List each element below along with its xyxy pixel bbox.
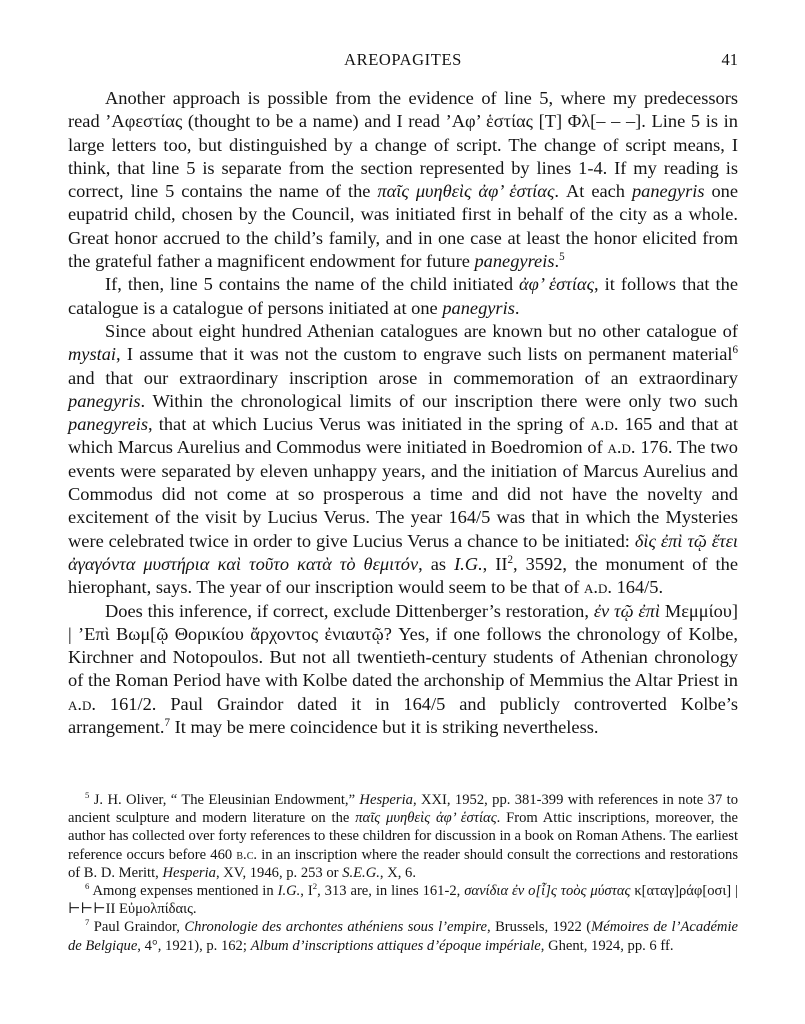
running-head [68,50,738,72]
small-caps-run: a.d. [68,693,96,714]
footnote-6 [68,882,738,918]
text-run: Does this inference, if correct, exclude Dittenberger’s restoration, [105,600,594,621]
text-run: , it follows that the catalogue is a catalogue of persons initiated at one [68,274,738,318]
text-run: , that at which Lucius Verus was initiated in the spring of [148,414,591,435]
text-run: , I assume that it was not the custom to engrave such lists on permanent material [116,344,733,365]
footnote-ref: 7 [164,716,171,729]
paragraph [68,87,738,273]
italic-run: ἐν τῷ ἐπὶ [593,600,661,621]
text-run: κ[αταγ]ράφ[οσι] | ⊢⊢⊢II Εὐμολπίδαις. [68,883,739,918]
text-run: and that our extraordinary inscription arose in commemoration of an extraordinary [68,367,738,388]
text-run: . [554,251,560,272]
paragraph [68,273,738,320]
footnote-ref: 6 [85,881,90,892]
footnote-ref: 5 [85,790,90,801]
text-run: , as [418,553,455,574]
text-run: , 3592, the monument of the hierophant, says. The year of our inscription would seem to be that of [68,553,738,598]
italic-run: panegyreis [474,251,555,272]
text-run: Paul Graindor, [89,919,185,936]
text-run: . From Attic inscriptions, moreover, the author has collected over forty references to these children for discussion in a book on Roman Athens. The earliest reference occurs before 460 [68,810,739,863]
text-run: . At each [554,181,632,202]
italic-run: δὶς ἐπὶ τῷ ἔτει ἀγαγόντα μυστήρια καὶ τοῦτο κατὰ τὸ θεμιτόν [68,530,738,574]
footnotes [68,791,738,955]
footnote-ref: 2 [507,553,514,566]
italic-run: Hesperia [359,792,413,808]
text-run: , 4°, 1921), p. 162; [137,937,251,954]
italic-run: ἀφ’ ἑστίας [519,274,595,295]
body-text [68,87,738,739]
footnote-ref: 5 [559,250,565,263]
small-caps-run: a.d. [590,414,619,435]
text-run: It may be mere coincidence but it is striking nevertheless. [170,717,599,738]
italic-run: Chronologie des archontes athéniens sous l’empire [184,919,487,936]
footnote-ref: 6 [732,344,738,357]
italic-run: panegyreis [68,414,149,435]
paragraph [68,600,738,740]
text-run: , XV, 1946, p. 253 or [215,864,343,881]
small-caps-run: a.d. [607,437,636,458]
text-run: Μεμμίου] | ’Επὶ Βωμ[ῷ Θορικίου ἄρχοντος ἐνιαυτῷ? Yes, if one follows the chronology of Kolbe, Kirchner and Notopoulos. But not all twentieth-century students of Athenian chronology of the Roman Period have with Kolbe dated the archonship of Memmius the Altar Priest in [68,600,739,691]
text-run: , I [300,883,313,900]
italic-run: panegyris [442,297,515,318]
text-run: in an inscription where the reader should consult the corrections and restorations of B. D. Meritt, [68,846,739,881]
italic-run: Album d’inscriptions attiques d’époque impériale [250,937,541,954]
page-number: 41 [721,50,738,69]
footnote-7 [68,918,738,954]
italic-run: παῖς μυηθεὶς ἀφ’ ἑστίας [377,181,555,202]
small-caps-run: a.d. [584,577,612,598]
italic-run: S.E.G. [342,864,380,881]
text-run: one eupatrid child, chosen by the Council, was initiated first in behalf of the city as a whole. Great honor accrued to the child’s family, and in one case at least the honor elicited from the grateful father a magnificent endowment for future [68,181,739,272]
footnote-5 [68,791,738,882]
text-run: . Within the chronological limits of our inscription there were only two such [140,390,738,411]
italic-run: παῖς μυηθεὶς ἀφ’ ἑστίας [355,810,497,827]
text-run: , II [482,553,508,574]
text-run: If, then, line 5 contains the name of the child initiated [105,274,520,295]
text-run: . [514,297,520,318]
text-run: , XXI, 1952, pp. 381-399 with references in note 37 to ancient sculpture and modern literature on the [68,792,738,827]
italic-run: σανίδια ἐν ο[ἷ]ς τοὸς μύστας [464,883,631,900]
text-run: J. H. Oliver, “ The Eleusinian Endowment,” [89,792,360,808]
text-run: , X, 6. [379,864,416,881]
text-run: Among expenses mentioned in [89,883,278,900]
italic-run: I.G. [454,553,483,574]
text-run: 176. The two events were separated by eleven unhappy years, and the initiation of Marcus Aurelius and Commodus did not come at so prosperous a time and did not have the novelty and excitement of the visit by Lucius Verus. The year 164/5 was that in which the Mysteries were celebrated twice in order to give Lucius Verus a chance to be initiated: [68,437,738,551]
footnote-ref: 2 [312,881,318,892]
text-run: , Ghent, 1924, pp. 6 ff. [540,937,674,954]
text-run: 161/2. Paul Graindor dated it in 164/5 and publicly controverted Kolbe’s arrangement. [68,693,738,738]
text-run: , 313 are, in lines 161-2, [317,883,465,900]
italic-run: Mémoires de l’Académie de Belgique [68,919,738,954]
text-run: Since about eight hundred Athenian catalogues are known but no other catalogue of [105,320,738,341]
running-head-title: AREOPAGITES [344,50,462,69]
text-run: 164/5. [612,577,664,598]
text-run: Another approach is possible from the evidence of line 5, where my predecessors read ’Αφεστίας (thought to be a name) and I read ’Αφ’ ἑστίας [T] Φλ[– – –]. Line 5 is in large letters too, but distinguished by a change of script. The change of script means, I think, that line 5 is separate from the section represented by lines 1-4. If my reading is correct, line 5 contains the name of the [68,88,738,202]
text-run: 165 and that at which Marcus Aurelius and Commodus were initiated in Boedromion of [68,414,738,458]
italic-run: panegyris [631,181,705,202]
footnote-ref: 7 [85,917,90,928]
small-caps-run: b.c. [236,846,258,863]
italic-run: mystai [68,344,117,365]
italic-run: panegyris [68,390,141,411]
italic-run: I.G. [277,883,301,900]
italic-run: Hesperia [162,864,216,881]
text-run: , Brussels, 1922 ( [487,919,592,936]
paragraph [68,320,738,600]
